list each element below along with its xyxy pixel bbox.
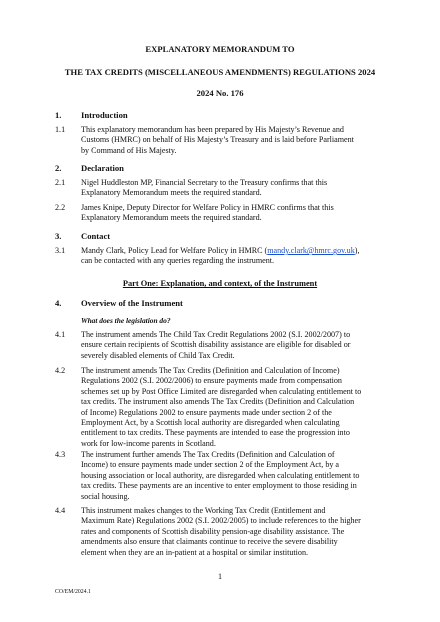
text-line: Maximum Rate) Regulations 2002 (S.I. 2002/2005) to include references to the higher bbox=[81, 516, 361, 526]
text-line: tax credits. These payments are an incentive to enter employment to those residing in bbox=[81, 481, 357, 491]
memo-heading: EXPLANATORY MEMORANDUM TO bbox=[145, 44, 295, 54]
text-line: Nigel Huddleston MP, Financial Secretary to the Treasury confirms that this bbox=[81, 178, 328, 187]
contact-text-end: ), bbox=[354, 246, 360, 255]
paragraph-number: 4.4 bbox=[55, 506, 66, 515]
contact-text: Mandy Clark, Policy Lead for Welfare Policy in HMRC ( bbox=[81, 246, 268, 255]
text-line: social housing. bbox=[81, 491, 130, 501]
text-line: Explanatory Memorandum meets the required standard. bbox=[81, 213, 262, 223]
section-title: Contact bbox=[81, 231, 111, 241]
text-line: severely disabled elements of Child Tax Credit. bbox=[81, 350, 235, 360]
text-line: element when they are an in-patient at a hospital or similar institution. bbox=[81, 547, 309, 557]
paragraph-number: 2.2 bbox=[55, 203, 66, 212]
page-number: 1 bbox=[217, 572, 223, 581]
text-line: Customs (HMRC) on behalf of His Majesty’s Treasury and is laid before Parliament bbox=[81, 135, 354, 145]
text-line: of Income) Regulations 2002 to ensure payments made under section 2 of the bbox=[81, 407, 332, 417]
paragraph-text bbox=[81, 246, 385, 267]
text-line: work for low-income parents in Scotland. bbox=[81, 438, 216, 448]
paragraph-number: 4.2 bbox=[55, 366, 66, 375]
text-line: Regulations 2002 (S.I. 2002/2006) to ensure payments made from compensation bbox=[81, 376, 342, 386]
section-number: 4. bbox=[55, 298, 62, 308]
section-title: Overview of the Instrument bbox=[81, 298, 183, 308]
text-line: The instrument amends The Child Tax Credit Regulations 2002 (S.I. 2002/2007) to bbox=[81, 330, 351, 339]
paragraph-number: 2.1 bbox=[55, 178, 66, 187]
section-title: Declaration bbox=[81, 163, 124, 173]
paragraph-text bbox=[81, 366, 385, 449]
section-title: Introduction bbox=[81, 110, 128, 120]
paragraph-text bbox=[81, 450, 385, 502]
text-line: Income) to ensure payments made under section 2 of the Employment Act, by a bbox=[81, 460, 340, 470]
regulations-title: THE TAX CREDITS (MISCELLANEOUS AMENDMENTS) REGULATIONS 2024 bbox=[64, 67, 376, 77]
text-line: The instrument amends The Tax Credits (Definition and Calculation of Income) bbox=[81, 366, 340, 375]
paragraph-text bbox=[81, 330, 385, 361]
text-line: can be contacted with any queries regarding the instrument. bbox=[81, 256, 275, 266]
text-line: tax credits. The instrument also amends The Tax Credits (Definition and Calculation bbox=[81, 397, 355, 407]
paragraph-text bbox=[81, 203, 385, 224]
text-line: housing association or local authority, are disregarded when calculating entitlement to bbox=[81, 470, 360, 480]
email-link[interactable]: mandy.clark@hmrc.gov.uk bbox=[267, 246, 355, 255]
paragraph-number: 4.1 bbox=[55, 330, 66, 339]
section-number: 1. bbox=[55, 110, 62, 120]
paragraph-number: 4.3 bbox=[55, 450, 66, 459]
text-line: by Command of His Majesty. bbox=[81, 145, 177, 155]
part-one-heading: Part One: Explanation, and context, of the Instrument bbox=[122, 279, 318, 288]
paragraph-text bbox=[81, 125, 385, 156]
text-line: The instrument further amends The Tax Credits (Definition and Calculation of bbox=[81, 450, 335, 459]
text-line: James Knipe, Deputy Director for Welfare Policy in HMRC confirms that this bbox=[81, 203, 334, 212]
document-reference: CO/EM/2024.1 bbox=[55, 589, 91, 595]
paragraph-number: 1.1 bbox=[55, 125, 66, 134]
text-line: entitlement to tax credits. These payments are intended to ease the progression into bbox=[81, 428, 350, 438]
si-number: 2024 No. 176 bbox=[196, 88, 244, 98]
paragraph-text bbox=[81, 506, 385, 558]
text-line: Explanatory Memorandum meets the required standard. bbox=[81, 188, 262, 198]
text-line: amendments also ensure that claimants continue to receive the severe disability bbox=[81, 537, 338, 547]
section-number: 2. bbox=[55, 163, 62, 173]
text-line: schemes set up by Post Office Limited are disregarded when calculating entitlement to bbox=[81, 386, 362, 396]
text-line: ensure certain recipients of Scottish disability assistance are eligible for disabled or bbox=[81, 340, 351, 350]
text-line: rates and components of Scottish disability pension-age disability assistance. The bbox=[81, 526, 345, 536]
text-line: This explanatory memorandum has been prepared by His Majesty’s Revenue and bbox=[81, 125, 344, 134]
paragraph-number: 3.1 bbox=[55, 246, 66, 255]
text-line: Employment Act, by a Scottish local authority are disregarded when calculating bbox=[81, 418, 340, 428]
text-line: This instrument makes changes to the Working Tax Credit (Entitlement and bbox=[81, 506, 326, 515]
paragraph-text bbox=[81, 178, 385, 199]
text-line bbox=[81, 246, 385, 256]
subheading: What does the legislation do? bbox=[81, 316, 171, 325]
section-number: 3. bbox=[55, 231, 62, 241]
